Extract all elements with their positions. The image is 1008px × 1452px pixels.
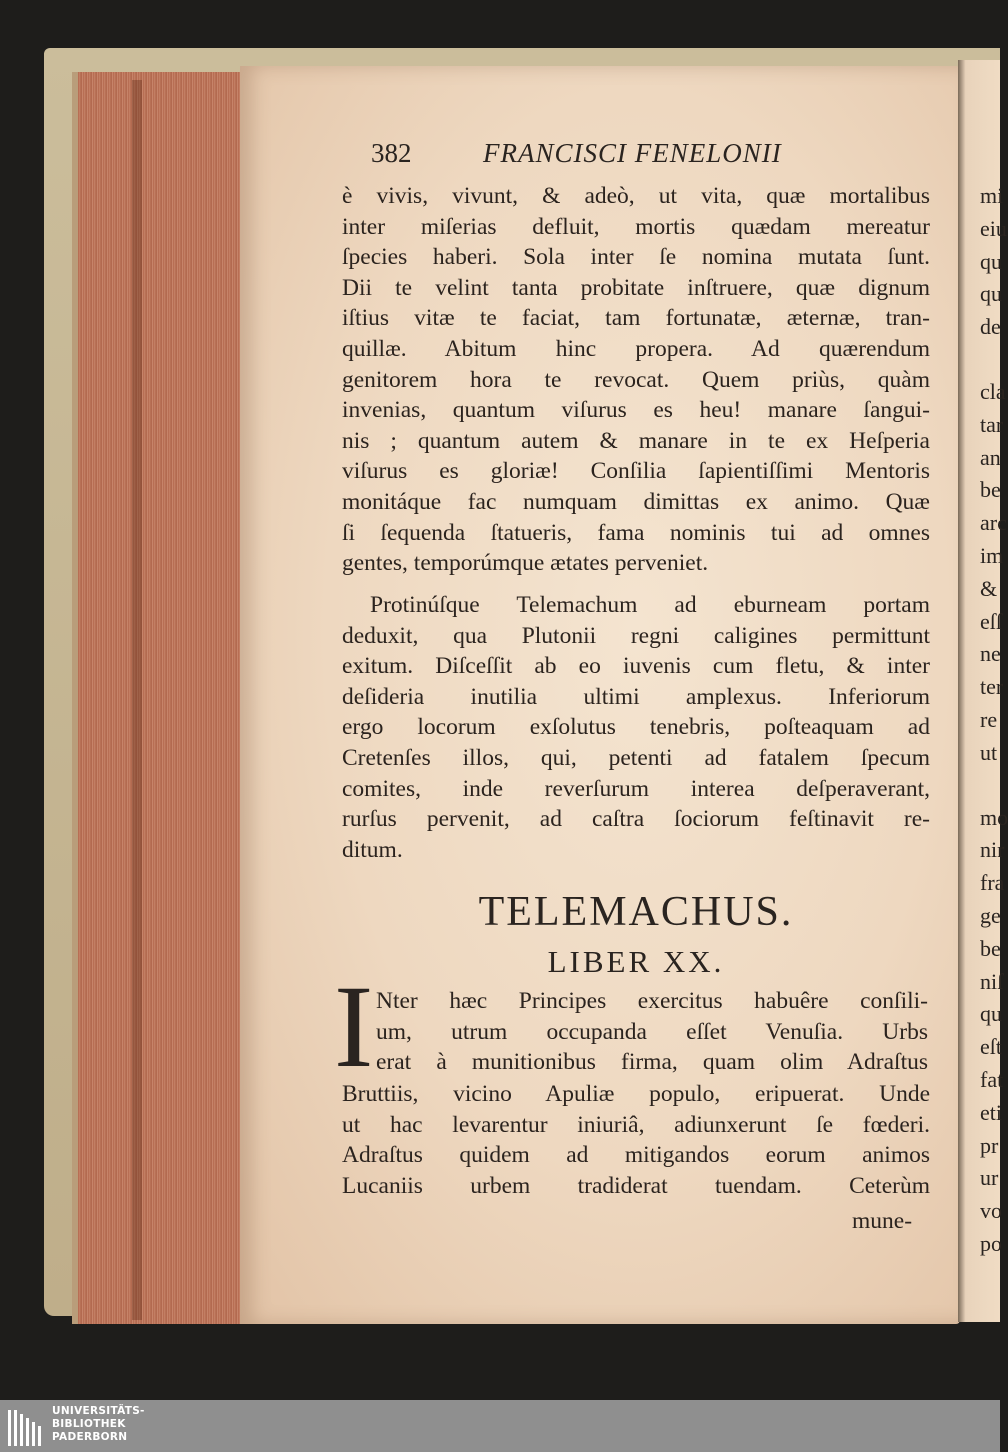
facing-page-fragment: ter — [980, 674, 1004, 700]
facing-page-fragment: re — [980, 706, 998, 732]
page-edges-shadow — [132, 80, 142, 1320]
paragraph-2 — [342, 590, 930, 865]
facing-page-fragment: tar — [980, 411, 1004, 437]
text-line: rurſus pervenit, ad caſtra ſociorum feſtinavit re- — [342, 806, 930, 833]
facing-page-fragment: mi — [980, 183, 1004, 208]
facing-page-fragment: vo — [980, 1198, 1002, 1224]
facing-page-fragment: be — [980, 477, 1001, 503]
text-line: Cretenſes illos, qui, petenti ad fatalem ſpecum — [342, 744, 930, 771]
facing-page-fragment: de — [980, 314, 1001, 340]
facing-page-fragment: eti — [980, 1099, 1002, 1125]
paragraph-1 — [342, 181, 930, 579]
text-line: deduxit, qua Plutonii regni caligines permittunt — [342, 622, 930, 649]
text-line: Adraſtus quidem ad mitigandos eorum animos — [342, 1142, 930, 1169]
facing-page-fragment: arc — [980, 510, 1007, 536]
chapter-title: TELEMACHUS. — [478, 889, 794, 935]
text-line: ergo locorum exſolutus tenebris, poſteaquam ad — [342, 714, 930, 741]
facing-page-edge — [958, 60, 1008, 1322]
facing-page-fragment: niſ — [980, 968, 1004, 994]
running-head — [363, 138, 863, 174]
facing-page-fragment — [980, 344, 1008, 376]
library-logo-icon — [6, 1404, 46, 1448]
facing-page-fragment: ge — [980, 902, 1001, 928]
facing-page-fragment: po — [980, 1230, 1002, 1256]
text-line: gentes, temporúmque ætates perveniet. — [342, 550, 709, 577]
book-heading: LIBER XX. — [547, 944, 725, 979]
footer-bar — [0, 1400, 1000, 1452]
catchword: mune- — [852, 1208, 913, 1234]
facing-page-fragments — [980, 180, 1008, 1261]
text-line: nis ; quantum autem & manare in te ex Heſperia — [342, 427, 930, 454]
facing-page-fragment: cla — [980, 378, 1006, 404]
text-line: quillæ. Abitum hinc propera. Ad quærendum — [342, 335, 930, 362]
page-number: 382 — [371, 138, 412, 168]
text-line: Nter hæc Principes exercitus habuêre conſili- — [376, 988, 928, 1014]
text-line: inter miſerias defluit, mortis quædam mereatur — [342, 213, 930, 240]
logo-text-line: BIBLIOTHEK — [52, 1418, 126, 1430]
text-line: monitáque fac numquam dimittas ex animo. Quæ — [342, 488, 930, 515]
text-line: exitum. Diſceſſit ab eo iuvenis cum fletu, & inter — [342, 653, 930, 680]
text-line: ſi ſequenda ſtatueris, fama nominis tui ad omnes — [342, 519, 930, 546]
text-line: comites, inde reverſurum interea deſperaverant, — [342, 775, 930, 802]
logo-text-line: UNIVERSITÄTS- — [52, 1405, 145, 1417]
library-logo-text — [52, 1405, 145, 1444]
facing-page-fragment: im — [980, 542, 1004, 568]
facing-page-fragment: ur — [980, 1165, 999, 1191]
facing-page-fragment: mo — [980, 804, 1008, 830]
paragraph-3-indented — [376, 986, 928, 1078]
text-line: ditum. — [342, 836, 403, 863]
text-line: erat à munitionibus firma, quam olim Adraſtus — [376, 1049, 928, 1076]
facing-page-fragment: & — [980, 575, 998, 601]
text-line: viſurus es gloriæ! Conſilia ſapientiſſimi Mentoris — [342, 458, 930, 485]
facing-page-fragment: eſſ — [980, 608, 1002, 634]
text-line: invenias, quantum viſurus es heu! manare ſangui- — [342, 397, 930, 424]
facing-page-fragment: an — [980, 444, 1001, 470]
facing-page-fragment — [980, 770, 1008, 802]
text-line: ut hac levarentur iniuriâ, adiunxerunt ſe fœderi. — [342, 1111, 930, 1138]
text-line: ſpecies haberi. Sola inter ſe nomina mutata ſunt. — [342, 244, 930, 271]
facing-page-fragment: qu — [980, 248, 1002, 274]
text-line: deſideria inutilia ultimi amplexus. Inferiorum — [342, 683, 930, 710]
running-title: FRANCISCI FENELONII — [483, 138, 782, 168]
text-line: è vivis, vivunt, & adeò, ut vita, quæ mortalibus — [342, 183, 930, 209]
text-line: Protinúſque Telemachum ad eburneam portam — [370, 592, 930, 618]
text-line: genitorem hora te revocat. Quem priùs, quàm — [342, 366, 930, 393]
text-line: iſtius vitæ te faciat, tam fortunatæ, æternæ, tran- — [342, 305, 930, 332]
facing-page-fragment: ne — [980, 641, 1001, 667]
facing-page-fragment: ut — [980, 739, 998, 765]
drop-cap: I — [334, 961, 374, 1092]
facing-page-fragment: qu — [980, 281, 1002, 307]
text-line: Bruttiis, vicino Apuliæ populo, eripuerat. Unde — [342, 1081, 930, 1107]
facing-page-fragment: eiu — [980, 215, 1007, 241]
paragraph-3 — [342, 1079, 930, 1201]
text-line: Lucaniis urbem tradiderat tuendam. Ceterùm — [342, 1172, 930, 1199]
facing-page-fragment: pr — [980, 1132, 999, 1158]
facing-page-fragment: fat — [980, 1066, 1004, 1092]
logo-text-line: PADERBORN — [52, 1431, 128, 1443]
text-line: Dii te velint tanta probitate inſtruere, quæ dignum — [342, 274, 930, 301]
page-edges — [72, 72, 256, 1324]
facing-page-fragment: nir — [980, 837, 1005, 863]
text-line: um, utrum occupanda eſſet Venuſia. Urbs — [376, 1018, 928, 1045]
facing-page-fragment: fra — [980, 870, 1005, 896]
facing-page-fragment: be — [980, 935, 1001, 961]
facing-page-fragment: eſt — [980, 1034, 1002, 1060]
facing-page-fragment: qu — [980, 1001, 1002, 1027]
